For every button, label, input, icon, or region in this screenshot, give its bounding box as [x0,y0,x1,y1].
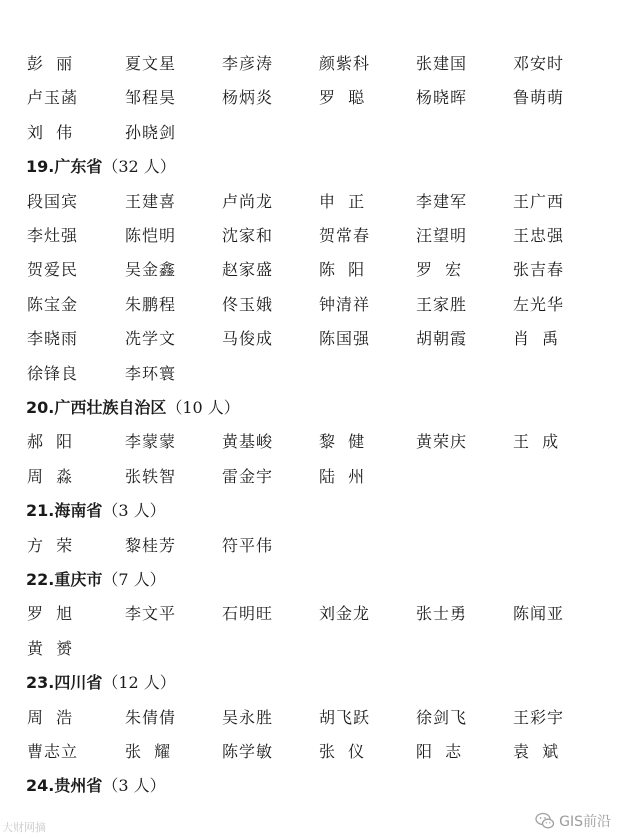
person-name: 郝 阳 [27,432,74,451]
person-name: 孙晓剑 [125,123,177,142]
person-name: 杨晓晖 [416,88,468,107]
province-name: 20.广西壮族自治区 [26,398,167,417]
wechat-icon [535,811,555,831]
person-name: 卢玉菡 [27,88,79,107]
person-name: 朱倩倩 [125,708,177,727]
province-name: 21.海南省 [26,501,103,520]
person-name: 陈宝金 [27,295,79,314]
person-name: 黄 赟 [27,639,74,658]
person-name: 黎 健 [319,432,366,451]
person-name: 刘 伟 [27,123,74,142]
person-name: 张建国 [416,54,468,73]
person-name: 佟玉娥 [222,295,274,314]
watermark-right [535,811,611,831]
person-name: 李彦涛 [222,54,274,73]
person-name: 李建军 [416,192,468,211]
name-row [0,258,619,282]
person-name: 贺爱民 [27,260,79,279]
person-name: 吴金鑫 [125,260,177,279]
name-row [0,706,619,730]
person-name: 张士勇 [416,604,468,623]
person-name: 李晓雨 [27,329,79,348]
person-name: 王彩宇 [513,708,565,727]
watermark-right-label: GIS前沿 [559,814,611,830]
person-name: 张吉春 [513,260,565,279]
person-name: 贺常春 [319,226,371,245]
person-name: 邹程昊 [125,88,177,107]
person-name: 冼学文 [125,329,177,348]
watermark-left: 大财网摘 [2,821,46,834]
person-name: 沈家和 [222,226,274,245]
name-row [0,534,619,558]
person-name: 陈闻亚 [513,604,565,623]
name-row [0,327,619,351]
name-row [0,86,619,110]
province-name: 19.广东省 [26,157,103,176]
person-name: 胡飞跃 [319,708,371,727]
name-row [0,637,619,661]
person-name: 马俊成 [222,329,274,348]
person-name: 卢尚龙 [222,192,274,211]
person-name: 王 成 [513,432,560,451]
province-count: （3 人） [102,501,166,520]
province-count: （32 人） [102,157,176,176]
person-name: 王家胜 [416,295,468,314]
person-name: 李文平 [125,604,177,623]
person-name: 陈恺明 [125,226,177,245]
person-name: 方 荣 [27,536,74,555]
person-name: 周 浩 [27,708,74,727]
name-row [0,430,619,454]
person-name: 罗 旭 [27,604,74,623]
province-heading [26,396,240,420]
person-name: 胡朝霞 [416,329,468,348]
person-name: 吴永胜 [222,708,274,727]
person-name: 彭 丽 [27,54,74,73]
name-row [0,362,619,386]
person-name: 鲁萌萌 [513,88,565,107]
province-name: 23.四川省 [26,673,103,692]
person-name: 李灶强 [27,226,79,245]
person-name: 邓安时 [513,54,565,73]
person-name: 陈国强 [319,329,371,348]
person-name: 王广西 [513,192,565,211]
name-row [0,121,619,145]
name-row [0,190,619,214]
person-name: 徐锋良 [27,364,79,383]
name-row [0,602,619,626]
person-name: 王建喜 [125,192,177,211]
person-name: 颜紫科 [319,54,371,73]
person-name: 罗 聪 [319,88,366,107]
person-name: 申 正 [319,192,366,211]
person-name: 段国宾 [27,192,79,211]
province-count: （3 人） [102,776,166,795]
person-name: 李环寰 [125,364,177,383]
person-name: 左光华 [513,295,565,314]
person-name: 张轶智 [125,467,177,486]
person-name: 夏文星 [125,54,177,73]
person-name: 杨炳炎 [222,88,274,107]
person-name: 汪望明 [416,226,468,245]
person-name: 黄基峻 [222,432,274,451]
person-name: 袁 斌 [513,742,560,761]
name-row [0,52,619,76]
person-name: 陆 州 [319,467,366,486]
person-name: 阳 志 [416,742,463,761]
person-name: 钟清祥 [319,295,371,314]
province-name: 22.重庆市 [26,570,103,589]
province-count: （12 人） [102,673,176,692]
person-name: 刘金龙 [319,604,371,623]
person-name: 周 淼 [27,467,74,486]
province-count: （7 人） [102,570,166,589]
name-row [0,465,619,489]
person-name: 黎桂芳 [125,536,177,555]
person-name: 李蒙蒙 [125,432,177,451]
name-row [0,740,619,764]
province-heading [26,155,176,179]
person-name: 朱鹏程 [125,295,177,314]
province-count: （10 人） [166,398,240,417]
person-name: 石明旺 [222,604,274,623]
person-name: 张 耀 [125,742,172,761]
person-name: 赵家盛 [222,260,274,279]
province-heading [26,671,176,695]
person-name: 陈 阳 [319,260,366,279]
name-row [0,293,619,317]
person-name: 张 仪 [319,742,366,761]
person-name: 罗 宏 [416,260,463,279]
person-name: 符平伟 [222,536,274,555]
person-name: 徐剑飞 [416,708,468,727]
province-heading [26,774,166,798]
name-row [0,224,619,248]
person-name: 雷金宇 [222,467,274,486]
province-heading [26,499,166,523]
person-name: 王忠强 [513,226,565,245]
person-name: 陈学敏 [222,742,274,761]
person-name: 肖 禹 [513,329,560,348]
person-name: 黄荣庆 [416,432,468,451]
person-name: 曹志立 [27,742,79,761]
province-heading [26,568,166,592]
province-name: 24.贵州省 [26,776,103,795]
